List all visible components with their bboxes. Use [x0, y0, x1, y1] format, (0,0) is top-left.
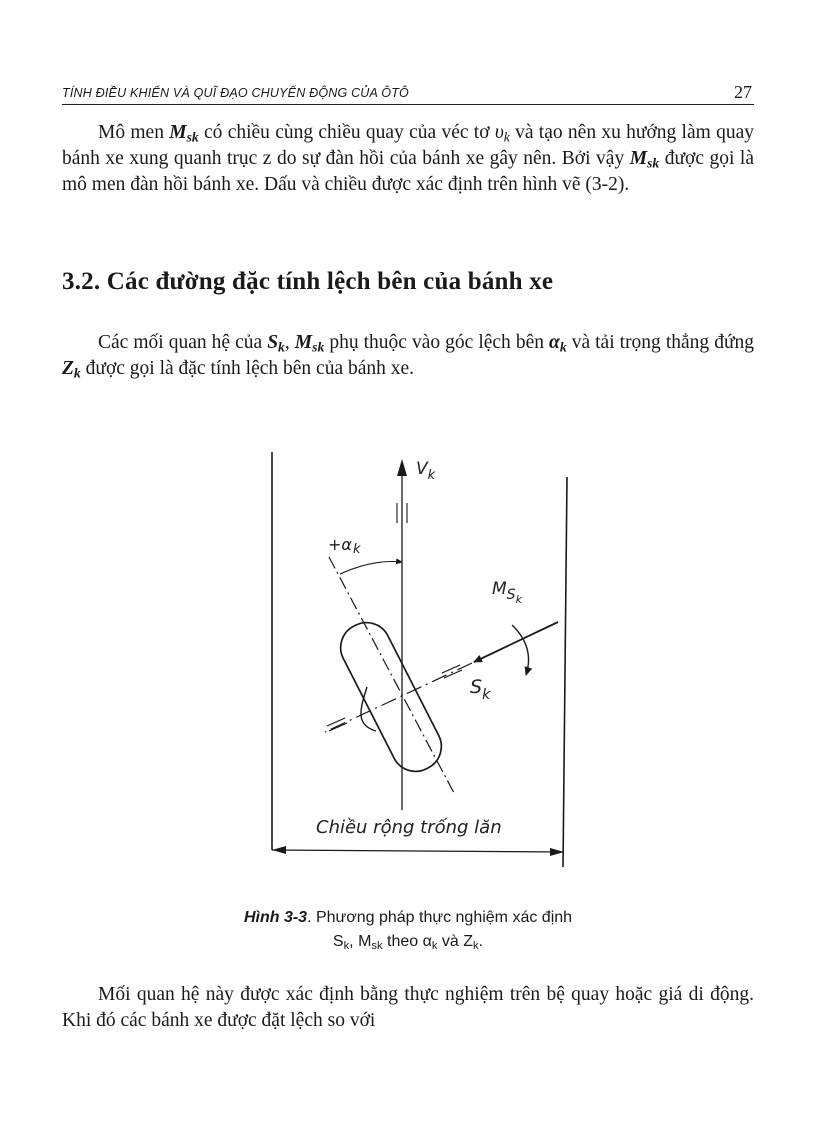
label-vk: $V_k$	[416, 459, 436, 483]
alpha-arc	[340, 562, 402, 575]
symbol-m: $M_{sk}$	[169, 122, 199, 145]
moment-msk-arc	[512, 625, 529, 675]
text-run: ,	[284, 332, 295, 353]
symbol-m: $M_{sk}$	[294, 332, 325, 355]
velocity-arrowhead	[397, 459, 407, 476]
text-run: được gọi là mô men đàn hồi bánh xe. Dấu và chiều được xác định trên hình vẽ (3-2).	[62, 148, 754, 195]
symbol-s: $S_k$	[267, 332, 285, 355]
text-run: có chiều cùng chiều quay của véc tơ	[198, 122, 495, 143]
paragraph-characteristics	[62, 330, 754, 382]
symbol-alpha: $\alpha_k$	[549, 332, 567, 355]
lateral-force-arrow	[474, 622, 558, 662]
running-title: TÍNH ĐIỀU KHIỂN VÀ QUĨ ĐẠO CHUYỂN ĐỘNG CỦA ÔTÔ	[62, 86, 409, 100]
paragraph-experiment: Mối quan hệ này được xác định bằng thực nghiệm trên bệ quay hoặc giá di động. Khi đó các bánh xe được đặt lệch so với	[62, 984, 754, 1031]
running-header	[62, 84, 754, 105]
width-arrow-left	[272, 846, 286, 854]
width-dimension-line	[272, 850, 564, 852]
section-heading: 3.2. Các đường đặc tính lệch bên của bánh xe	[62, 268, 554, 295]
label-drum-width: Chiều rộng trống lăn	[316, 817, 502, 838]
text-run: phụ thuộc vào góc lệch bên	[324, 332, 550, 353]
caption-line-1	[108, 906, 708, 930]
figure-diagram	[230, 447, 600, 872]
label-alpha-k: +αk	[328, 535, 361, 557]
text-run: Mô men	[98, 122, 170, 143]
symbol-v: $\upsilon_k$	[494, 122, 510, 145]
text-run: được gọi là đặc tính lệch bên của bánh xe.	[80, 358, 415, 379]
text-run: và tải trọng thẳng đứng	[566, 332, 755, 353]
paragraph-moment-description	[62, 120, 754, 198]
symbol-z: $Z_k$	[62, 358, 81, 381]
text-run: Các mối quan hệ của	[98, 332, 268, 353]
caption-label: Hình 3-3	[243, 909, 308, 926]
text-run: và tạo nên xu hướng làm quay bánh xe xung quanh trục z do sự đàn hồi của bánh xe gây nên. Bởi vậy	[62, 122, 754, 169]
caption-text: . Phương pháp thực nghiệm xác định	[307, 909, 573, 926]
label-msk: $M_{Sk}$	[492, 579, 522, 606]
page-number: 27	[734, 82, 752, 102]
lateral-axis-line	[325, 663, 472, 732]
drum-right-line	[563, 477, 567, 867]
caption-line-2: $S_k$, $M_{sk}$ theo $\alpha_k$ và $Z_k$.	[332, 933, 484, 952]
figure-3-3	[230, 447, 600, 872]
wheel-outline	[332, 614, 449, 779]
figure-caption	[108, 906, 708, 954]
symbol-m: $M_{sk}$	[629, 148, 660, 171]
wheel-center-plane	[329, 557, 454, 793]
label-sk: $S_k$	[470, 676, 491, 703]
width-arrow-right	[550, 848, 564, 856]
